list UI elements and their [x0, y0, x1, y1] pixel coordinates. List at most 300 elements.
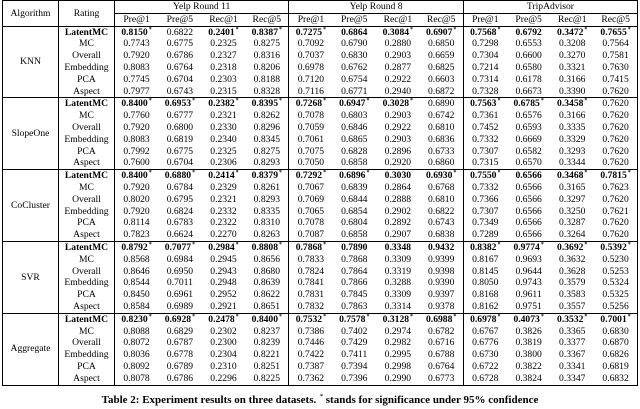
- value-text: 0.6673: [515, 85, 542, 97]
- value-text: 0.6803: [341, 110, 368, 122]
- value-cell: [332, 50, 376, 62]
- value-cell: [550, 62, 594, 74]
- significance-mark: *: [627, 313, 631, 320]
- value-text: 0.2940: [384, 85, 412, 97]
- value-cell: [420, 266, 464, 278]
- value-cell: [463, 98, 507, 110]
- table-row: [3, 289, 638, 301]
- value-text: 0.7920: [123, 205, 150, 217]
- value-text: 0.7037: [297, 50, 325, 62]
- significance-mark: *: [192, 98, 196, 105]
- value-cell: [420, 86, 464, 98]
- table-row: [3, 182, 638, 194]
- value-cell: [115, 313, 159, 325]
- value-text: 0.7078: [297, 217, 325, 229]
- value-cell: [158, 86, 202, 98]
- value-text: 0.7620: [602, 157, 629, 169]
- value-cell: [550, 313, 594, 325]
- value-cell: [420, 50, 464, 62]
- value-text: 0.6800: [166, 122, 194, 134]
- value-cell: [507, 349, 551, 361]
- value-cell: [115, 194, 159, 206]
- value-cell: [420, 157, 464, 169]
- value-text: 0.8310: [253, 217, 281, 229]
- value-cell: [245, 206, 289, 218]
- value-cell: [115, 326, 159, 338]
- value-text: 0.7116: [297, 85, 324, 97]
- header-dataset-yelp8: Yelp Round 8: [289, 1, 463, 14]
- value-cell: [289, 326, 333, 338]
- rating-cell: LatentMC: [59, 26, 115, 38]
- significance-mark: *: [584, 170, 588, 177]
- value-cell: [376, 157, 420, 169]
- value-text: 0.8544: [123, 277, 150, 289]
- value-text: 0.8387: [251, 26, 279, 38]
- value-text: 0.7087: [297, 229, 325, 241]
- value-cell: [507, 206, 551, 218]
- value-cell: [550, 326, 594, 338]
- value-cell: [420, 301, 464, 313]
- value-cell: [289, 86, 333, 98]
- value-text: 0.3329: [559, 133, 586, 145]
- value-text: 0.7120: [297, 73, 325, 85]
- value-cell: [376, 337, 420, 349]
- value-cell: [158, 194, 202, 206]
- value-text: 0.6865: [341, 133, 368, 145]
- value-text: 0.2984: [208, 242, 235, 254]
- value-text: 0.5392: [600, 242, 627, 254]
- value-text: 0.6566: [515, 193, 542, 205]
- value-text: 0.3028: [382, 98, 410, 110]
- value-cell: [332, 86, 376, 98]
- value-cell: [115, 134, 159, 146]
- value-text: 0.6582: [515, 145, 542, 157]
- value-text: 0.3250: [559, 205, 586, 217]
- value-text: 0.3632: [559, 253, 586, 265]
- value-cell: [594, 146, 638, 158]
- value-cell: [289, 206, 333, 218]
- value-text: 0.6566: [515, 182, 542, 194]
- value-text: 0.6728: [472, 372, 499, 384]
- value-cell: [594, 373, 638, 385]
- header-algorithm: Algorithm: [3, 1, 59, 27]
- value-text: 0.2322: [210, 217, 237, 229]
- value-cell: [332, 241, 376, 253]
- value-cell: [202, 277, 246, 289]
- value-cell: [463, 26, 507, 38]
- value-text: 0.7415: [602, 73, 629, 85]
- significance-mark: *: [235, 26, 239, 33]
- value-cell: [332, 326, 376, 338]
- value-text: 0.2982: [384, 337, 412, 349]
- value-cell: [332, 337, 376, 349]
- value-text: 0.7550: [470, 170, 497, 182]
- value-cell: [463, 194, 507, 206]
- value-text: 0.3293: [559, 145, 586, 157]
- value-text: 0.2315: [210, 85, 237, 97]
- value-cell: [289, 62, 333, 74]
- rating-cell: LatentMC: [59, 313, 115, 325]
- value-cell: [420, 349, 464, 361]
- value-text: 0.8622: [253, 289, 281, 301]
- value-cell: [289, 289, 333, 301]
- value-cell: [420, 98, 464, 110]
- value-text: 0.3309: [384, 253, 412, 265]
- value-text: 0.3692: [557, 242, 584, 254]
- value-cell: [550, 98, 594, 110]
- value-cell: [594, 254, 638, 266]
- value-cell: [289, 301, 333, 313]
- value-text: 0.8263: [253, 229, 281, 241]
- value-text: 0.7760: [123, 110, 150, 122]
- value-cell: [332, 170, 376, 182]
- rating-cell: Aspect: [59, 86, 115, 98]
- value-cell: [332, 206, 376, 218]
- value-text: 0.8639: [253, 277, 281, 289]
- value-text: 0.6603: [428, 73, 455, 85]
- table-row: [3, 277, 638, 289]
- table-row: [3, 217, 638, 229]
- value-cell: [550, 217, 594, 229]
- value-text: 0.7621: [602, 205, 629, 217]
- value-cell: [463, 122, 507, 134]
- value-cell: [245, 26, 289, 38]
- value-cell: [115, 206, 159, 218]
- value-cell: [332, 254, 376, 266]
- value-cell: [158, 146, 202, 158]
- value-cell: [245, 182, 289, 194]
- value-text: 0.7992: [123, 145, 150, 157]
- value-text: 0.8792: [121, 242, 148, 254]
- value-text: 0.3458: [557, 98, 584, 110]
- value-text: 0.6839: [341, 182, 368, 194]
- value-cell: [202, 194, 246, 206]
- value-text: 0.2877: [384, 62, 412, 74]
- value-cell: [332, 361, 376, 373]
- rating-cell: MC: [59, 110, 115, 122]
- value-cell: [420, 373, 464, 385]
- value-cell: [594, 38, 638, 50]
- value-text: 0.6819: [166, 133, 194, 145]
- value-text: 0.2903: [384, 110, 412, 122]
- value-cell: [550, 289, 594, 301]
- value-text: 0.2401: [208, 26, 235, 38]
- value-text: 0.7620: [602, 193, 629, 205]
- value-cell: [594, 313, 638, 325]
- value-cell: [158, 206, 202, 218]
- value-text: 0.7832: [297, 301, 325, 313]
- value-text: 0.6854: [341, 205, 368, 217]
- value-text: 0.9390: [428, 277, 455, 289]
- value-text: 0.2325: [210, 145, 237, 157]
- value-text: 0.6775: [166, 38, 194, 50]
- value-text: 0.6773: [428, 372, 455, 384]
- value-text: 0.6829: [166, 325, 194, 337]
- value-text: 0.3344: [559, 157, 586, 169]
- value-text: 0.6786: [166, 372, 194, 384]
- rating-cell: MC: [59, 182, 115, 194]
- value-text: 0.6870: [602, 337, 629, 349]
- value-cell: [332, 266, 376, 278]
- value-cell: [332, 110, 376, 122]
- value-text: 0.3166: [559, 110, 586, 122]
- value-text: 0.6828: [341, 145, 368, 157]
- rating-cell: Embedding: [59, 206, 115, 218]
- value-text: 0.7069: [297, 193, 325, 205]
- value-cell: [507, 98, 551, 110]
- significance-mark: *: [540, 98, 544, 105]
- value-cell: [420, 326, 464, 338]
- value-text: 0.6819: [602, 361, 629, 372]
- value-cell: [158, 254, 202, 266]
- value-cell: [507, 313, 551, 325]
- table-row: [3, 157, 638, 169]
- value-cell: [594, 361, 638, 373]
- value-cell: [507, 361, 551, 373]
- value-cell: [507, 229, 551, 241]
- value-text: 0.7864: [341, 265, 368, 277]
- value-text: 0.7563: [470, 98, 497, 110]
- value-cell: [463, 134, 507, 146]
- value-text: 0.6907: [426, 26, 453, 38]
- value-text: 0.6659: [428, 50, 455, 62]
- value-text: 0.8316: [253, 50, 281, 62]
- value-text: 0.7623: [602, 182, 629, 194]
- value-text: 0.9693: [515, 253, 542, 265]
- table-row: [3, 313, 638, 325]
- value-text: 0.6730: [472, 349, 499, 361]
- value-cell: [332, 194, 376, 206]
- value-cell: [376, 146, 420, 158]
- significance-mark: *: [279, 241, 283, 248]
- value-text: 0.6950: [166, 265, 194, 277]
- value-cell: [550, 229, 594, 241]
- value-cell: [507, 182, 551, 194]
- value-cell: [463, 313, 507, 325]
- value-text: 0.7315: [472, 157, 499, 169]
- value-cell: [245, 254, 289, 266]
- table-row: [3, 74, 638, 86]
- value-text: 0.6771: [341, 85, 368, 97]
- value-text: 0.7332: [472, 133, 499, 145]
- value-cell: [507, 326, 551, 338]
- value-text: 0.7307: [472, 145, 499, 157]
- value-text: 0.3468: [557, 170, 584, 182]
- value-cell: [245, 50, 289, 62]
- value-cell: [115, 110, 159, 122]
- value-text: 0.6826: [602, 349, 629, 361]
- value-text: 0.8656: [253, 253, 281, 265]
- value-cell: [420, 277, 464, 289]
- significance-mark: *: [235, 313, 239, 320]
- value-cell: [245, 349, 289, 361]
- value-text: 0.8262: [253, 110, 281, 122]
- significance-mark: *: [366, 313, 370, 320]
- value-cell: [594, 301, 638, 313]
- value-cell: [550, 134, 594, 146]
- value-text: 0.6754: [341, 73, 368, 85]
- value-text: 0.7328: [472, 85, 499, 97]
- value-text: 0.8808: [251, 242, 279, 254]
- value-cell: [507, 266, 551, 278]
- value-text: 0.8296: [253, 122, 281, 134]
- value-cell: [332, 182, 376, 194]
- significance-mark: *: [279, 313, 283, 320]
- value-cell: [550, 337, 594, 349]
- value-text: 0.3367: [559, 349, 586, 361]
- value-cell: [202, 266, 246, 278]
- value-cell: [376, 266, 420, 278]
- significance-mark: *: [279, 170, 283, 177]
- value-cell: [594, 26, 638, 38]
- value-cell: [289, 38, 333, 50]
- value-text: 0.8083: [123, 133, 150, 145]
- significance-mark: *: [148, 313, 152, 320]
- value-text: 0.8651: [253, 301, 281, 313]
- value-cell: [115, 170, 159, 182]
- value-text: 0.8083: [123, 62, 150, 74]
- value-text: 0.6830: [602, 325, 629, 337]
- value-text: 0.2310: [210, 361, 237, 372]
- value-cell: [115, 38, 159, 50]
- value-text: 0.6872: [428, 85, 455, 97]
- value-cell: [245, 326, 289, 338]
- value-cell: [115, 337, 159, 349]
- value-cell: [420, 38, 464, 50]
- value-cell: [550, 157, 594, 169]
- value-cell: [158, 277, 202, 289]
- value-text: 0.8230: [121, 313, 148, 325]
- value-cell: [289, 134, 333, 146]
- value-cell: [158, 182, 202, 194]
- value-cell: [507, 74, 551, 86]
- value-text: 0.2920: [384, 157, 412, 169]
- header-metric: Pre@1: [289, 13, 333, 26]
- value-cell: [115, 373, 159, 385]
- value-text: 0.8395: [251, 98, 279, 110]
- value-cell: [202, 241, 246, 253]
- value-text: 0.3826: [515, 325, 542, 337]
- value-text: 0.2888: [384, 193, 412, 205]
- value-text: 0.7620: [602, 85, 629, 97]
- value-cell: [289, 277, 333, 289]
- value-cell: [158, 217, 202, 229]
- value-cell: [463, 217, 507, 229]
- value-text: 0.2296: [210, 372, 237, 384]
- value-cell: [376, 38, 420, 50]
- value-cell: [376, 277, 420, 289]
- value-cell: [550, 86, 594, 98]
- value-text: 0.6743: [166, 85, 194, 97]
- value-cell: [594, 134, 638, 146]
- value-cell: [115, 26, 159, 38]
- value-cell: [289, 98, 333, 110]
- value-text: 0.9378: [428, 301, 455, 313]
- value-text: 0.6704: [166, 157, 194, 169]
- value-text: 0.3390: [559, 85, 586, 97]
- value-cell: [332, 277, 376, 289]
- value-text: 0.6785: [513, 98, 540, 110]
- value-text: 0.6978: [470, 313, 497, 325]
- value-text: 0.7833: [297, 253, 325, 265]
- value-cell: [463, 289, 507, 301]
- value-cell: [158, 289, 202, 301]
- value-cell: [550, 241, 594, 253]
- value-cell: [376, 241, 420, 253]
- value-cell: [202, 361, 246, 373]
- table-row: [3, 373, 638, 385]
- significance-mark: *: [235, 170, 239, 177]
- value-text: 0.5324: [602, 277, 629, 289]
- value-cell: [289, 26, 333, 38]
- value-cell: [158, 122, 202, 134]
- value-cell: [594, 98, 638, 110]
- caption-suffix: stands for significance under 95% confidence: [325, 394, 539, 406]
- value-cell: [376, 217, 420, 229]
- value-text: 0.7868: [295, 242, 323, 254]
- value-text: 0.6767: [472, 325, 499, 337]
- value-cell: [332, 98, 376, 110]
- value-text: 0.2892: [384, 217, 412, 229]
- value-cell: [463, 182, 507, 194]
- value-cell: [115, 98, 159, 110]
- value-cell: [507, 50, 551, 62]
- value-cell: [202, 254, 246, 266]
- value-cell: [332, 62, 376, 74]
- value-cell: [420, 241, 464, 253]
- value-cell: [376, 229, 420, 241]
- value-cell: [376, 134, 420, 146]
- value-text: 0.7361: [472, 110, 499, 122]
- value-cell: [158, 50, 202, 62]
- value-cell: [463, 74, 507, 86]
- value-text: 0.7366: [472, 193, 499, 205]
- value-cell: [158, 337, 202, 349]
- significance-mark: *: [279, 98, 283, 105]
- value-cell: [463, 110, 507, 122]
- algorithm-cell: Aggregate: [3, 313, 59, 385]
- value-cell: [115, 50, 159, 62]
- value-text: 0.7841: [297, 277, 325, 289]
- value-cell: [376, 122, 420, 134]
- value-cell: [332, 217, 376, 229]
- value-text: 0.2880: [384, 38, 412, 50]
- value-cell: [245, 217, 289, 229]
- value-text: 0.8092: [123, 361, 150, 372]
- value-cell: [594, 266, 638, 278]
- table-row: [3, 146, 638, 158]
- value-text: 0.8078: [123, 372, 150, 384]
- value-text: 0.6864: [341, 26, 368, 38]
- table-row: [3, 110, 638, 122]
- value-text: 0.2903: [384, 133, 412, 145]
- value-cell: [420, 26, 464, 38]
- value-text: 0.7314: [472, 73, 499, 85]
- value-text: 0.8072: [123, 337, 150, 349]
- value-cell: [594, 50, 638, 62]
- value-text: 0.2921: [210, 301, 237, 313]
- value-cell: [550, 277, 594, 289]
- value-cell: [376, 62, 420, 74]
- value-cell: [420, 74, 464, 86]
- value-cell: [550, 194, 594, 206]
- value-cell: [507, 170, 551, 182]
- value-text: 0.6784: [166, 182, 194, 194]
- value-text: 0.2864: [384, 182, 412, 194]
- significance-mark: *: [279, 26, 283, 33]
- value-text: 0.7078: [297, 110, 325, 122]
- value-cell: [550, 170, 594, 182]
